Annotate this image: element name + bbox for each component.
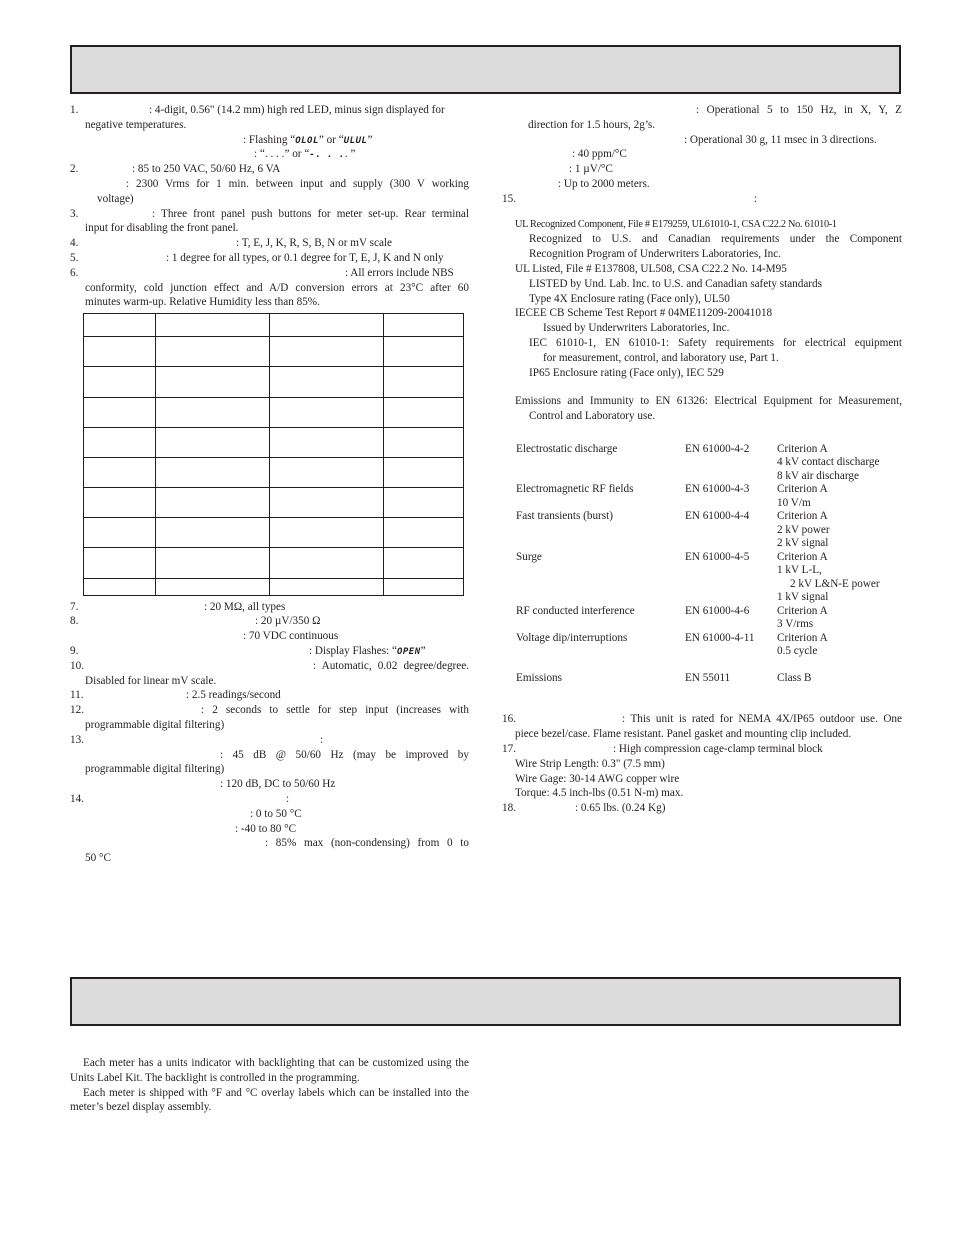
spec-2: 2. : 85 to 250 VAC, 50/60 Hz, 6 VA [70, 163, 281, 176]
paragraph: Each meter has a units indicator with backlighting that can be customized using the Units Label Kit. The backlight is controlled in the programming. [70, 1057, 469, 1084]
section-header-banner [70, 977, 901, 1026]
emc-table: Electrostatic discharge EN 61000-4-2 Criterion A 4 kV contact discharge 8 kV air discharge Electromagnetic RF fields EN 61000-4-3 Criterion A 10 V/m Fast transients (burst) EN 61000-4-4 Criterion A 2 kV power 2 kV signal Surge EN 61000-4-5 Criterion A 1 kV L-L, 2 kV L&N-E power 1 kV signal RF conducted interference EN 61000-4-6 Criterion A 3 V/rms Voltage dip/interruptions EN 61000-4-11 Criterion A 0.5 cycle Emissions EN 55011 Class B [502, 442, 902, 685]
emc-row: Emissions EN 55011 Class B [516, 671, 812, 684]
specifications-left-column: 1. : 4-digit, 0.56" (14.2 mm) high red LED, minus sign displayed for negative temperatures. : Flashing “OLOL” or “ULUL” : “. . . .” or “-. . .. ” 2. : 85 to 250 VAC, 50/60 Hz, 6 VA : 2300 Vrms for 1 min. between input and supply (300 V working voltage) 3. : Three front panel push buttons for meter set-up. Rear terminal input for disabling the front panel. 4. : T, E, J, K, R, S, B, N or mV scale 5. : 1 degree for all types, or 0.1 degree for T, E, J, K and N only 6. : All errors include NBS conformity, cold junction effect and A/D conversion errors at 23°C after 60 minutes warm-up. Relative Humidity less than 85%. 7. : 20 MΩ, all types 8. : 20 µV/350 Ω : 70 VDC continuous 9. : Display Flashes: “OPEN” 10. : Automatic, 0.02 degree/degree. Disabled for linear mV scale. 11. : 2.5 readings/second 12. : 2 seconds to settle for step input (increases with programmable digital filtering) 13. : : 45 dB @ 50/60 Hz (may be improved by programmable digital filtering) : 120 dB, DC to 50/60 Hz 14. : : 0 to 50 °C : -40 to 80 °C : 85% max (non-condensing) from 0 to 50 °C [70, 104, 469, 865]
paragraph: Each meter is shipped with °F and °C overlay labels which can be installed into the meter’s bezel display assembly. [70, 1086, 469, 1114]
underrange-display-glyph: ULUL [343, 135, 368, 146]
spec-15: 15. : [502, 192, 758, 205]
spec-8: 8. : 20 µV/350 Ω [70, 615, 321, 628]
spec-7: 7. : 20 MΩ, all types [70, 600, 286, 613]
spec-3: 3. : Three front panel push buttons for meter set-up. Rear terminal [70, 207, 469, 220]
spec-4: 4. : T, E, J, K, R, S, B, N or mV scale [70, 237, 393, 250]
emc-row: RF conducted interference EN 61000-4-6 Criterion A [516, 604, 828, 617]
emc-row: Surge EN 61000-4-5 Criterion A [516, 550, 828, 563]
spec-1: 1. : 4-digit, 0.56" (14.2 mm) high red LED, minus sign displayed for [70, 104, 445, 116]
emc-row: Fast transients (burst) EN 61000-4-4 Criterion A [516, 510, 828, 523]
overrange-display-glyph: OLOL [295, 135, 319, 146]
open-display-glyph: OPEN [396, 647, 421, 658]
spec-12: 12. : 2 seconds to settle for step input (increases with [70, 704, 469, 717]
section-header-banner [70, 45, 901, 94]
negative-display-glyph: -. . . [309, 150, 345, 161]
emc-row: Electrostatic discharge EN 61000-4-2 Criterion A [516, 442, 828, 455]
units-indicator-description [70, 1056, 469, 1115]
spec-18: 18. : 0.65 lbs. (0.24 Kg) [502, 802, 666, 815]
spec-13: 13. : [70, 733, 324, 746]
spec-14: 14. : [70, 793, 290, 806]
emc-row: Electromagnetic RF fields EN 61000-4-3 Criterion A [516, 483, 828, 496]
spec-17: 17. : High compression cage-clamp terminal block [502, 743, 823, 756]
spec-5: 5. : 1 degree for all types, or 0.1 degree for T, E, J, K and N only [70, 251, 444, 264]
spec-10: 10. : Automatic, 0.02 degree/degree. [70, 659, 469, 672]
specifications-right-column: : Operational 5 to 150 Hz, in X, Y, Z direction for 1.5 hours, 2g’s. : Operational 30 g, 11 msec in 3 directions. : 40 ppm/°C : 1 µV/°C : Up to 2000 meters. 15. : UL Recognized Component, File # E179259, UL61010-1, CSA C22.2 No. 61010-1 Recognized to U.S. and Canadian requirements under the Component Recognition Program of Underwriters Laboratories, Inc. UL Listed, File # E137808, UL508, CSA C22.2 No. 14-M95 LISTED by Und. Lab. Inc. to U.S. and Canadian safety standards Type 4X Enclosure rating (Face only), UL50 IECEE CB Scheme Test Report # 04ME11209-20041018 Issued by Underwriters Laboratories, Inc. IEC 61010-1, EN 61010-1: Safety requirements for electrical equipment for measurement, control, and laboratory use, Part 1. IP65 Enclosure rating (Face only), IEC 529 Emissions and Immunity to EN 61326: Electrical Equipment for Measurement, Control and Laboratory use. Electrostatic discharge EN 61000-4-2 Criterion A 4 kV contact discharge 8 kV air discharge Electromagnetic RF fields EN 61000-4-3 Criterion A 10 V/m Fast transients (burst) EN 61000-4-4 Criterion A 2 kV power 2 kV signal Surge EN 61000-4-5 Criterion A 1 kV L-L, 2 kV L&N-E power 1 kV signal RF conducted interference EN 61000-4-6 Criterion A 3 V/rms Voltage dip/interruptions EN 61000-4-11 Criterion A 0.5 cycle Emissions EN 55011 Class B 16. : This unit is rated for NEMA 4X/IP65 outdoor use. One piece bezel/case. Flame resistant. Panel gasket and mounting clip included. 17. : High compression cage-clamp terminal block Wire Strip Length: 0.3" (7.5 mm) Wire Gage: 30-14 AWG copper wire Torque: 4.5 inch-lbs (0.51 N-m) max. 18. : 0.65 lbs. (0.24 Kg) [502, 104, 902, 815]
spec-11: 11. : 2.5 readings/second [70, 689, 281, 702]
spec-6: 6. : All errors include NBS [70, 266, 454, 279]
accuracy-table [83, 313, 464, 596]
spec-16: 16. : This unit is rated for NEMA 4X/IP65 outdoor use. One [502, 713, 902, 726]
emc-row: Voltage dip/interruptions EN 61000-4-11 Criterion A [516, 631, 828, 644]
spec-9: 9. : Display Flashes: “OPEN” [70, 645, 426, 658]
